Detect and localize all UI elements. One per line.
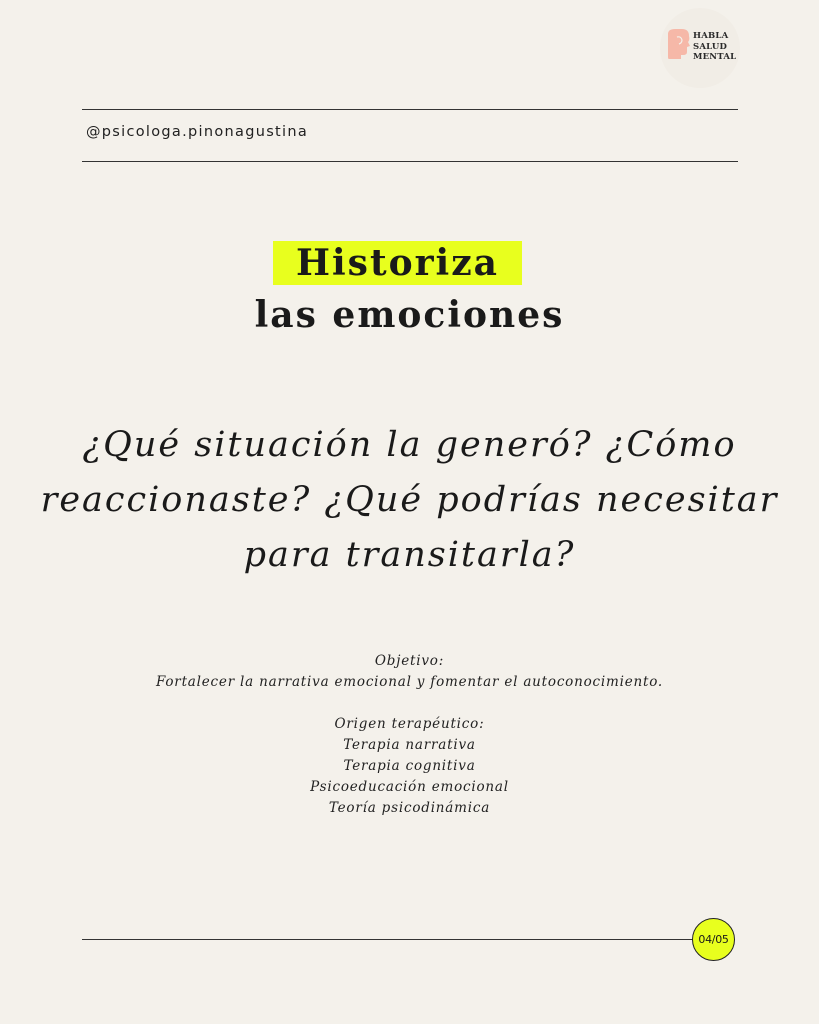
origin-item: Psicoeducación emocional — [310, 779, 509, 795]
brand-line-3: MENTAL — [693, 52, 737, 62]
origin-item: Terapia narrativa — [343, 737, 476, 753]
handle-divider — [82, 161, 738, 162]
brand-logo — [660, 8, 740, 88]
question-line-2: reaccionaste? ¿Qué podrías necesitar — [40, 480, 779, 520]
info-spacer — [60, 693, 759, 714]
page-indicator: 04/05 — [692, 918, 735, 961]
title-highlight — [273, 241, 522, 285]
brand-name — [693, 31, 736, 63]
question-line-3: para transitarla? — [243, 535, 576, 575]
brand-line-1: HABLA — [693, 31, 729, 41]
objective-text: Fortalecer la narrativa emocional y fomentar el autoconocimiento. — [155, 674, 664, 690]
question-line-1: ¿Qué situación la generó? ¿Cómo — [82, 425, 737, 465]
bottom-divider — [82, 939, 694, 940]
info-block — [60, 651, 759, 819]
title-line-1: Historiza — [295, 242, 499, 284]
brand-line-2: SALUD — [693, 41, 728, 52]
top-divider — [82, 109, 738, 110]
reflection-questions — [30, 418, 789, 583]
origin-label: Origen terapéutico: — [334, 716, 485, 732]
origin-item: Teoría psicodinámica — [328, 800, 491, 816]
author-handle: @psicologa.pinonagustina — [86, 124, 309, 140]
objective-label: Objetivo: — [374, 653, 445, 669]
title-line-2: las emociones — [254, 294, 565, 336]
head-profile-icon — [665, 28, 691, 60]
origin-item: Terapia cognitiva — [343, 758, 476, 774]
